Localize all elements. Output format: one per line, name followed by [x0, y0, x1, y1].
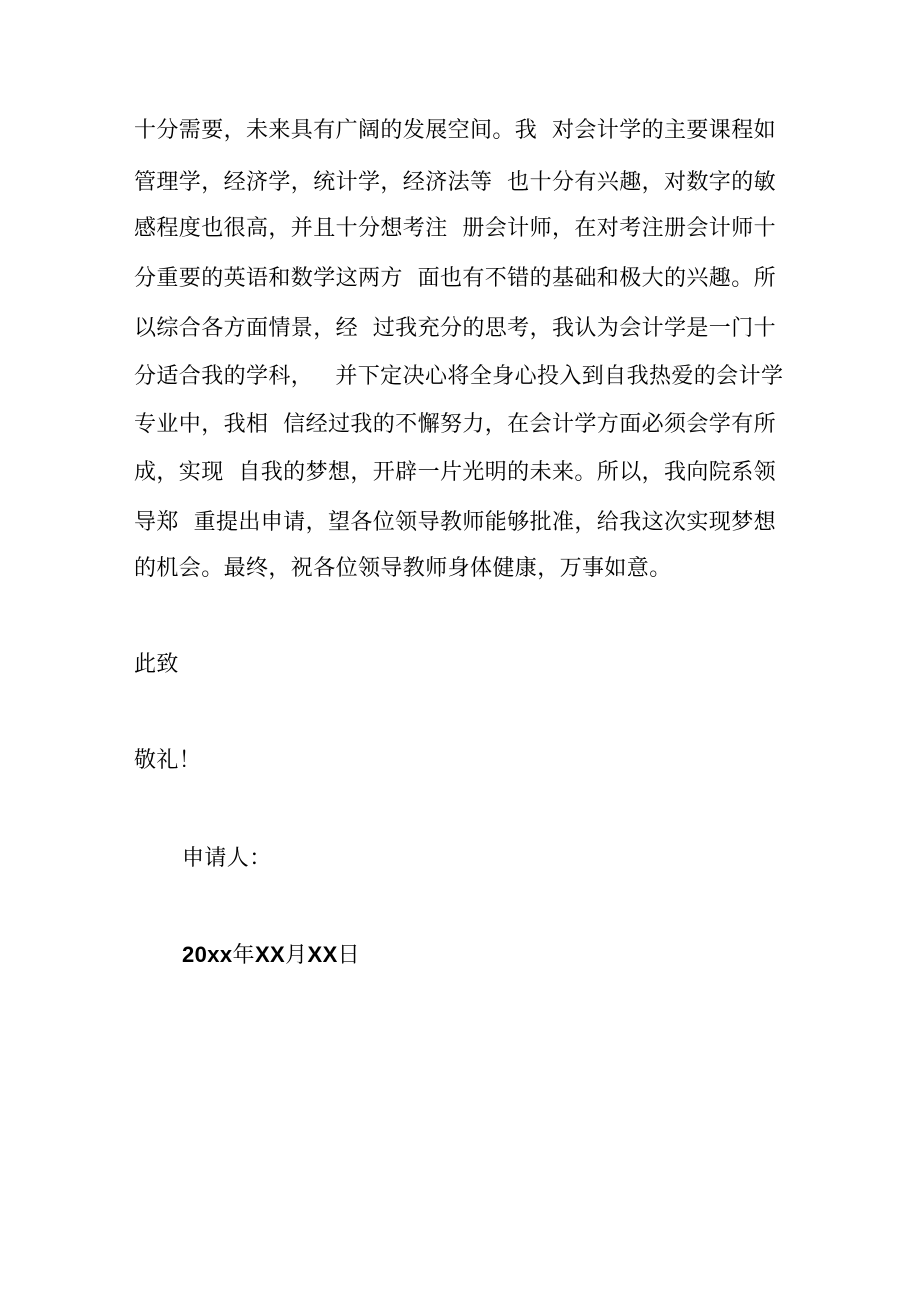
- date-month-unit: 月: [285, 942, 308, 967]
- date-day-unit: 日: [337, 942, 361, 967]
- date-year: 20xx: [182, 942, 233, 967]
- date-day: XX: [307, 942, 338, 967]
- body-text-line: 分适合我的学科， 并下定决心将全身心投入到自我热爱的会计学: [134, 364, 784, 389]
- body-text-line: 管理学，经济学，统计学，经济法等 也十分有兴趣，对数字的敏: [134, 170, 776, 195]
- body-text-line: 感程度也很高，并且十分想考注 册会计师，在对考注册会计师十: [134, 216, 776, 241]
- date-month: XX: [254, 942, 286, 967]
- applicant-label: 申请人：: [182, 846, 272, 871]
- body-text-line: 的机会。最终，祝各位领导教师身体健康，万事如意。: [134, 556, 672, 581]
- closing-salutation: 此致: [134, 652, 179, 677]
- date-year-unit: 年: [232, 942, 255, 967]
- body-text-line: 导郑 重提出申请，望各位领导教师能够批准，给我这次实现梦想: [134, 510, 776, 535]
- body-text-line: 分重要的英语和数学这两方 面也有不错的基础和极大的兴趣。所: [134, 266, 776, 291]
- signature-date: [182, 942, 360, 968]
- body-text-line: 专业中，我相 信经过我的不懈努力，在会计学方面必须会学有所: [134, 412, 776, 437]
- body-text-line: 以综合各方面情景，经 过我充分的思考，我认为会计学是一门十: [134, 316, 776, 341]
- body-text-line: 十分需要，未来具有广阔的发展空间。我 对会计学的主要课程如: [134, 118, 776, 143]
- closing-regards: 敬礼！: [134, 748, 202, 773]
- body-text-line: 成，实现 自我的梦想，开辟一片光明的未来。所以，我向院系领: [134, 460, 776, 485]
